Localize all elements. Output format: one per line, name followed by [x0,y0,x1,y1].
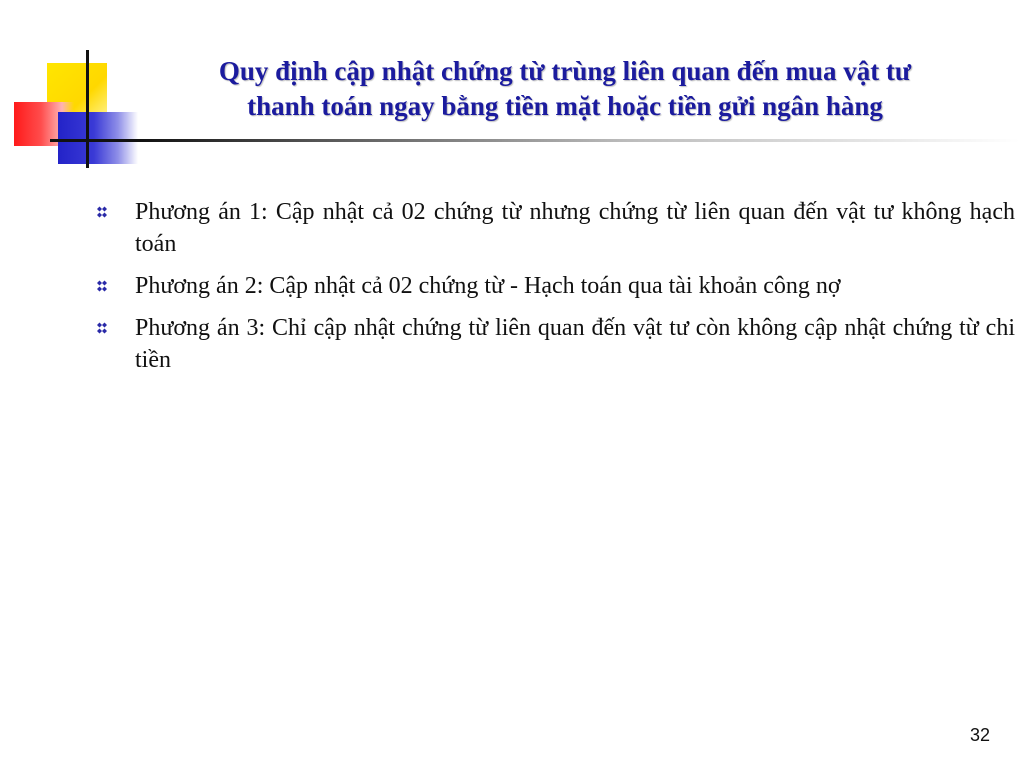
bullet-item [95,312,1015,376]
bullet-item [95,196,1015,260]
slide-title [140,54,990,124]
diamond-bullet-icon [95,279,109,293]
bullet-item [95,270,1015,302]
bullet-list [95,196,1015,386]
bullet-text: Phương án 3: Chỉ cập nhật chứng từ liên quan đến vật tư còn không cập nhật chứng từ chi tiền [135,315,1015,373]
bullet-text: Phương án 1: Cập nhật cả 02 chứng từ nhưng chứng từ liên quan đến vật tư không hạch toán [135,199,1015,257]
logo-blue-square [58,112,138,164]
title-underline [140,139,1020,142]
logo-vertical-line [86,50,89,168]
page-number: 32 [969,725,990,745]
diamond-bullet-icon [95,205,109,219]
diamond-bullet-icon [95,321,109,335]
slide-title-line-2: thanh toán ngay bằng tiền mặt hoặc tiền gửi ngân hàng [247,91,883,121]
bullet-text: Phương án 2: Cập nhật cả 02 chứng từ - Hạch toán qua tài khoản công nợ [135,273,841,299]
slide-title-line-1: Quy định cập nhật chứng từ trùng liên quan đến mua vật tư [218,56,912,86]
